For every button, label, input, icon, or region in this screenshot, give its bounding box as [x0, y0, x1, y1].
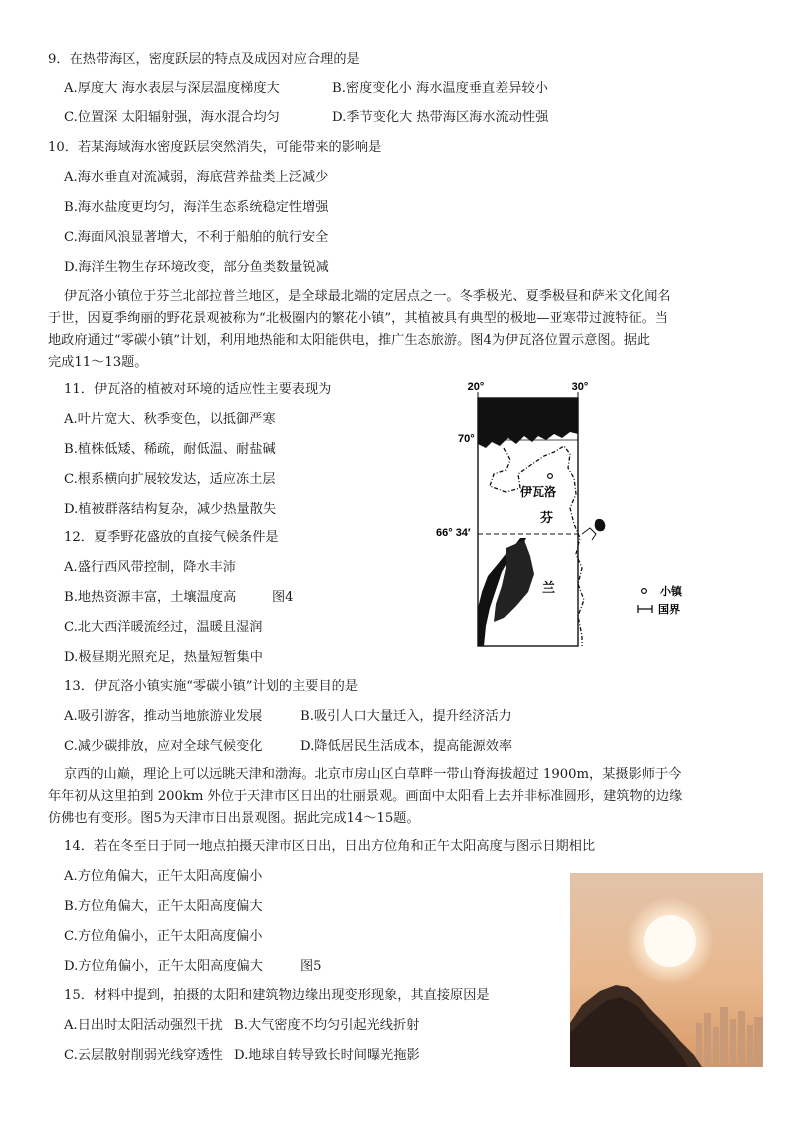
- legend-town-symbol: [642, 589, 647, 594]
- q13-option-b: B.吸引人口大量迁入，提升经济活力: [300, 709, 512, 724]
- q9-stem: 9．在热带海区，密度跃层的特点及成因对应合理的是: [48, 52, 360, 67]
- q15-option-a: A.日出时太阳活动强烈干扰: [64, 1018, 223, 1033]
- q12-stem: 12．夏季野花盛放的直接气候条件是: [64, 530, 279, 545]
- figure-4-caption: 图4: [272, 590, 294, 605]
- passage1-line2: 于世，因夏季绚丽的野花景观被称为“北极圈内的繁花小镇”，其植被具有典型的极地—亚寒带过渡特征。当: [48, 311, 669, 326]
- q14-option-c: C.方位角偏小，正午太阳高度偏小: [64, 929, 263, 944]
- legend-border-symbol: [638, 605, 652, 613]
- q10-option-d: D.海洋生物生存环境改变，部分鱼类数量锐减: [64, 260, 329, 275]
- map-feature-right: [595, 519, 606, 531]
- figure-5-caption: 图5: [300, 959, 322, 974]
- q11-option-d: D.植被群落结构复杂，减少热量散失: [64, 502, 277, 517]
- passage2-line3: 仿佛也有变形。图5为天津市日出景观图。据此完成14～15题。: [48, 811, 420, 826]
- passage1-line4: 完成11～13题。: [48, 355, 148, 370]
- q11-option-c: C.根系横向扩展较发达，适应冻土层: [64, 472, 276, 487]
- figure-4-map: [436, 378, 706, 650]
- q14-stem: 14．若在冬至日于同一地点拍摄天津市区日出，日出方位角和正午太阳高度与图示日期相比: [64, 839, 596, 854]
- map-label-30: 30°: [571, 381, 589, 393]
- map-label-land: 兰: [542, 581, 556, 596]
- map-border-spur: [582, 528, 596, 540]
- q10-option-c: C.海面风浪显著增大，不利于船舶的航行安全: [64, 230, 329, 245]
- q9-option-a: A.厚度大 海水表层与深层温度梯度大: [64, 81, 280, 96]
- q15-option-d: D.地球自转导致长时间曝光拖影: [234, 1048, 420, 1063]
- map-town-marker: [548, 474, 553, 479]
- q12-option-b: B.地热资源丰富，土壤温度高: [64, 590, 237, 605]
- q11-stem: 11．伊瓦洛的植被对环境的适应性主要表现为: [64, 382, 332, 397]
- map-label-20: 20°: [467, 381, 485, 393]
- q13-option-c: C.减少碳排放，应对全球气候变化: [64, 739, 263, 754]
- photo-sun: [644, 915, 696, 967]
- map-gulf-inner: [494, 540, 534, 622]
- q9-option-d: D.季节变化大 热带海区海水流动性强: [332, 110, 549, 125]
- q13-option-a: A.吸引游客，推动当地旅游业发展: [64, 709, 263, 724]
- q14-option-d: D.方位角偏小，正午太阳高度偏大: [64, 959, 263, 974]
- passage1-line1: 伊瓦洛小镇位于芬兰北部拉普兰地区，是全球最北端的定居点之一。冬季极光、夏季极昼和萨米文化闻名: [64, 289, 671, 304]
- q12-option-a: A.盛行西风带控制，降水丰沛: [64, 560, 236, 575]
- q14-option-b: B.方位角偏大，正午太阳高度偏大: [64, 899, 263, 914]
- passage2-line1: 京西的山巅，理论上可以远眺天津和渤海。北京市房山区白草畔一带山脊海拔超过 1900m，某摄影师于今: [64, 767, 682, 782]
- map-arctic-coast: [478, 398, 578, 448]
- q13-option-d: D.降低居民生活成本，提高能源效率: [300, 739, 513, 754]
- map-label-fin: 芬: [540, 511, 554, 526]
- map-label-arctic-circle: 66° 34′: [436, 527, 471, 539]
- q15-option-c: C.云层散射削弱光线穿透性: [64, 1048, 223, 1063]
- q9-option-b: B.密度变化小 海水温度垂直差异较小: [332, 81, 548, 96]
- passage1-line3: 地政府通过“零碳小镇”计划，利用地热能和太阳能供电，推广生态旅游。图4为伊瓦洛位置示意图。据此: [48, 333, 651, 348]
- legend-town-label: 小镇: [660, 585, 682, 598]
- q15-stem: 15．材料中提到，拍摄的太阳和建筑物边缘出现变形现象，其直接原因是: [64, 988, 490, 1003]
- q10-option-a: A.海水垂直对流减弱，海底营养盐类上泛减少: [64, 170, 329, 185]
- q13-stem: 13．伊瓦洛小镇实施“零碳小镇”计划的主要目的是: [64, 679, 359, 694]
- passage2-line2: 年年初从这里拍到 200km 外位于天津市区日出的壮丽景观。画面中太阳看上去并非标准圆形，建筑物的边缘: [48, 789, 683, 804]
- figure-5-sunrise-photo: [570, 873, 763, 1067]
- q11-option-a: A.叶片宽大、秋季变色，以抵御严寒: [64, 412, 276, 427]
- map-label-70: 70°: [458, 433, 475, 445]
- q12-option-c: C.北大西洋暖流经过，温暖且湿润: [64, 620, 263, 635]
- q12-option-d: D.极昼期光照充足，热量短暂集中: [64, 650, 263, 665]
- q10-option-b: B.海水盐度更均匀，海洋生态系统稳定性增强: [64, 200, 329, 215]
- q15-option-b: B.大气密度不均匀引起光线折射: [234, 1018, 420, 1033]
- legend-border-label: 国界: [658, 603, 680, 616]
- q14-option-a: A.方位角偏大，正午太阳高度偏小: [64, 869, 263, 884]
- q11-option-b: B.植株低矮、稀疏，耐低温、耐盐碱: [64, 442, 276, 457]
- q9-option-c: C.位置深 太阳辐射强，海水混合均匀: [64, 110, 280, 125]
- q10-stem: 10．若某海域海水密度跃层突然消失，可能带来的影响是: [48, 140, 382, 155]
- map-label-ivalo: 伊瓦洛: [520, 485, 557, 499]
